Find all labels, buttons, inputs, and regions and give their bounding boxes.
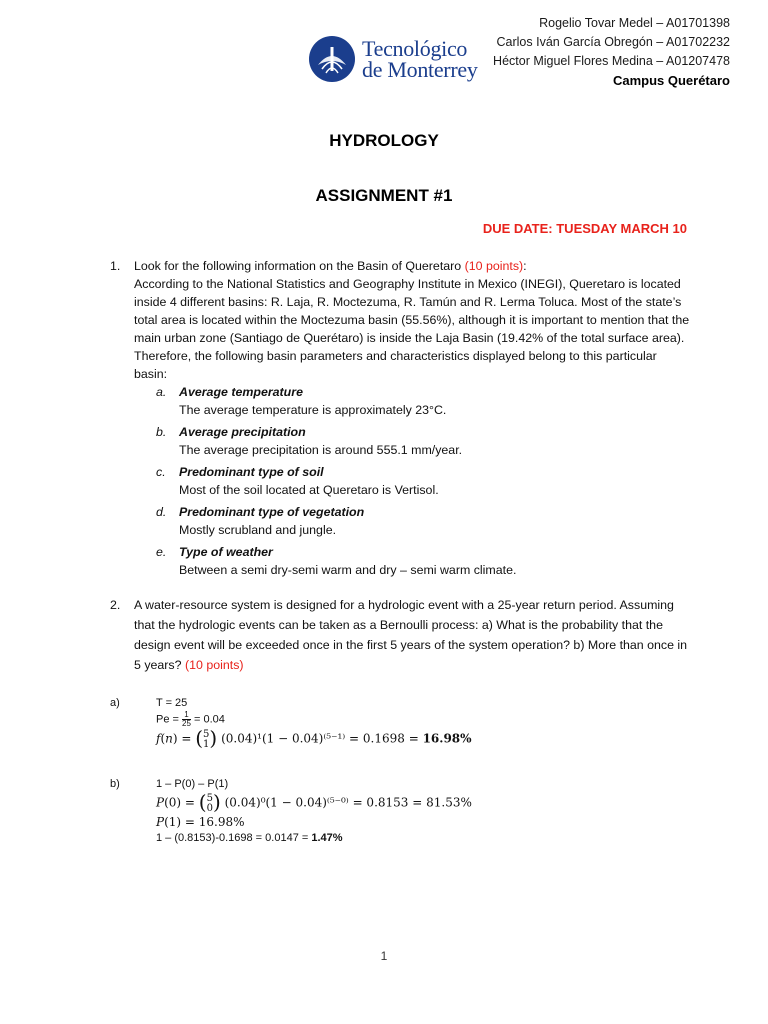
item-answer: Mostly scrubland and jungle. bbox=[179, 523, 337, 537]
formula-a-result: 16.98% bbox=[422, 731, 472, 746]
item-label: b. bbox=[156, 425, 167, 439]
question-2-number: 2. bbox=[110, 598, 121, 612]
question-1-points: (10 points) bbox=[464, 259, 524, 273]
item-answer: The average temperature is approximately 23°C. bbox=[179, 403, 447, 417]
binomial-coefficient: ( 5 1 ) bbox=[195, 726, 218, 750]
binomial-coefficient: ( 5 0 ) bbox=[198, 790, 221, 814]
item-heading: Type of weather bbox=[179, 545, 273, 559]
item-label: e. bbox=[156, 545, 167, 559]
binom-top: 5 bbox=[203, 728, 210, 740]
author-1: Rogelio Tovar Medel – A01701398 bbox=[539, 16, 730, 30]
final-result: 1.47% bbox=[311, 831, 343, 844]
author-block bbox=[493, 14, 730, 90]
question-1-prompt: Look for the following information on the Basin of Queretaro bbox=[134, 259, 462, 273]
pe-result: = 0.04 bbox=[193, 713, 225, 726]
binomial-formula-b bbox=[156, 792, 472, 814]
binom-bottom: 1 bbox=[203, 738, 210, 750]
pe-numerator: 1 bbox=[184, 710, 189, 719]
p1-value: 𝑃(1) = 16.98% bbox=[156, 814, 245, 829]
item-heading: Average precipitation bbox=[179, 425, 306, 439]
tec-shield-icon bbox=[308, 35, 356, 83]
formula-a-rhs: (0.04)¹(1 − 0.04)⁽⁵⁻¹⁾ = 0.1698 = bbox=[221, 731, 423, 746]
list-item bbox=[156, 383, 656, 419]
solution-a bbox=[110, 695, 472, 750]
item-answer: Most of the soil located at Queretaro is Vertisol. bbox=[179, 483, 439, 497]
return-period: T = 25 bbox=[156, 697, 188, 709]
list-item bbox=[156, 543, 656, 579]
item-label: d. bbox=[156, 505, 167, 519]
question-1-body: According to the National Statistics and Geography Institute in Mexico (INEGI), Queretaro is located inside 4 different basins: R. Laja, R. Moctezuma, R. Tamún and R. Lerma Toluca. Most of the state’s total area is located within the Moctezuma basin (55.56%), although it is important to mention that the main urban zone (Santiago de Querétaro) is inside the Laja Basin (19.42% of the total surface area). Therefore, the following basin parameters and characteristics displayed belong to this particular basin: bbox=[134, 277, 690, 381]
list-item bbox=[156, 463, 656, 499]
item-label: c. bbox=[156, 465, 166, 479]
pe-denominator: 25 bbox=[182, 719, 191, 728]
formula-b-lhs: 𝑃(0) = bbox=[156, 795, 195, 810]
question-2-points: (10 points) bbox=[184, 658, 244, 672]
solution-b-label: b) bbox=[110, 778, 120, 790]
question-1 bbox=[110, 257, 690, 383]
item-label: a. bbox=[156, 385, 167, 399]
logo-line1: Tecnológico bbox=[362, 36, 468, 61]
question-1-colon: : bbox=[523, 259, 527, 273]
final-prefix: 1 – (0.8153)-0.1698 = 0.0147 = bbox=[156, 831, 312, 844]
author-3: Héctor Miguel Flores Medina – A01207478 bbox=[493, 54, 730, 68]
question-1-number: 1. bbox=[110, 259, 121, 273]
exceedance-probability bbox=[156, 711, 472, 728]
item-heading: Predominant type of vegetation bbox=[179, 505, 365, 519]
pe-fraction bbox=[182, 711, 191, 728]
binom-top: 5 bbox=[206, 792, 213, 804]
basin-characteristics-list bbox=[156, 383, 656, 583]
binomial-formula-a bbox=[156, 728, 472, 750]
formula-a-lhs: 𝑓(𝑛) = bbox=[156, 731, 192, 746]
pe-prefix: Pe = bbox=[156, 713, 179, 726]
list-item bbox=[156, 423, 656, 459]
author-2: Carlos Iván García Obregón – A01702232 bbox=[496, 35, 730, 49]
tec-monterrey-logo bbox=[308, 33, 490, 85]
binom-bottom: 0 bbox=[206, 802, 213, 814]
question-2 bbox=[110, 595, 690, 675]
item-answer: Between a semi dry-semi warm and dry – semi warm climate. bbox=[179, 563, 517, 577]
assignment-title: ASSIGNMENT #1 bbox=[315, 186, 453, 205]
logo-line2: de Monterrey bbox=[362, 57, 478, 82]
page-number: 1 bbox=[380, 949, 388, 963]
document-title: HYDROLOGY bbox=[329, 131, 439, 150]
solution-b-expression: 1 – P(0) – P(1) bbox=[156, 778, 229, 790]
solution-a-label: a) bbox=[110, 697, 120, 709]
question-2-body: A water-resource system is designed for a hydrologic event with a 25-year return period. Assuming that the hydrologic events can be taken as a Bernoulli process: a) What is the probability that the design event will be exceeded once in the first 5 years of the system operation? b) More than once in 5 years? bbox=[134, 598, 688, 672]
campus-name: Campus Querétaro bbox=[612, 73, 730, 88]
item-answer: The average precipitation is around 555.1 mm/year. bbox=[179, 443, 463, 457]
formula-b-rhs: (0.04)⁰(1 − 0.04)⁽⁵⁻⁰⁾ = 0.8153 = 81.53% bbox=[224, 795, 472, 810]
final-calculation bbox=[156, 830, 472, 846]
question-1-prompt-line bbox=[134, 257, 690, 275]
item-heading: Predominant type of soil bbox=[179, 465, 324, 479]
item-heading: Average temperature bbox=[179, 385, 303, 399]
solution-b bbox=[110, 776, 472, 846]
list-item bbox=[156, 503, 656, 539]
due-date: DUE DATE: TUESDAY MARCH 10 bbox=[482, 221, 687, 236]
